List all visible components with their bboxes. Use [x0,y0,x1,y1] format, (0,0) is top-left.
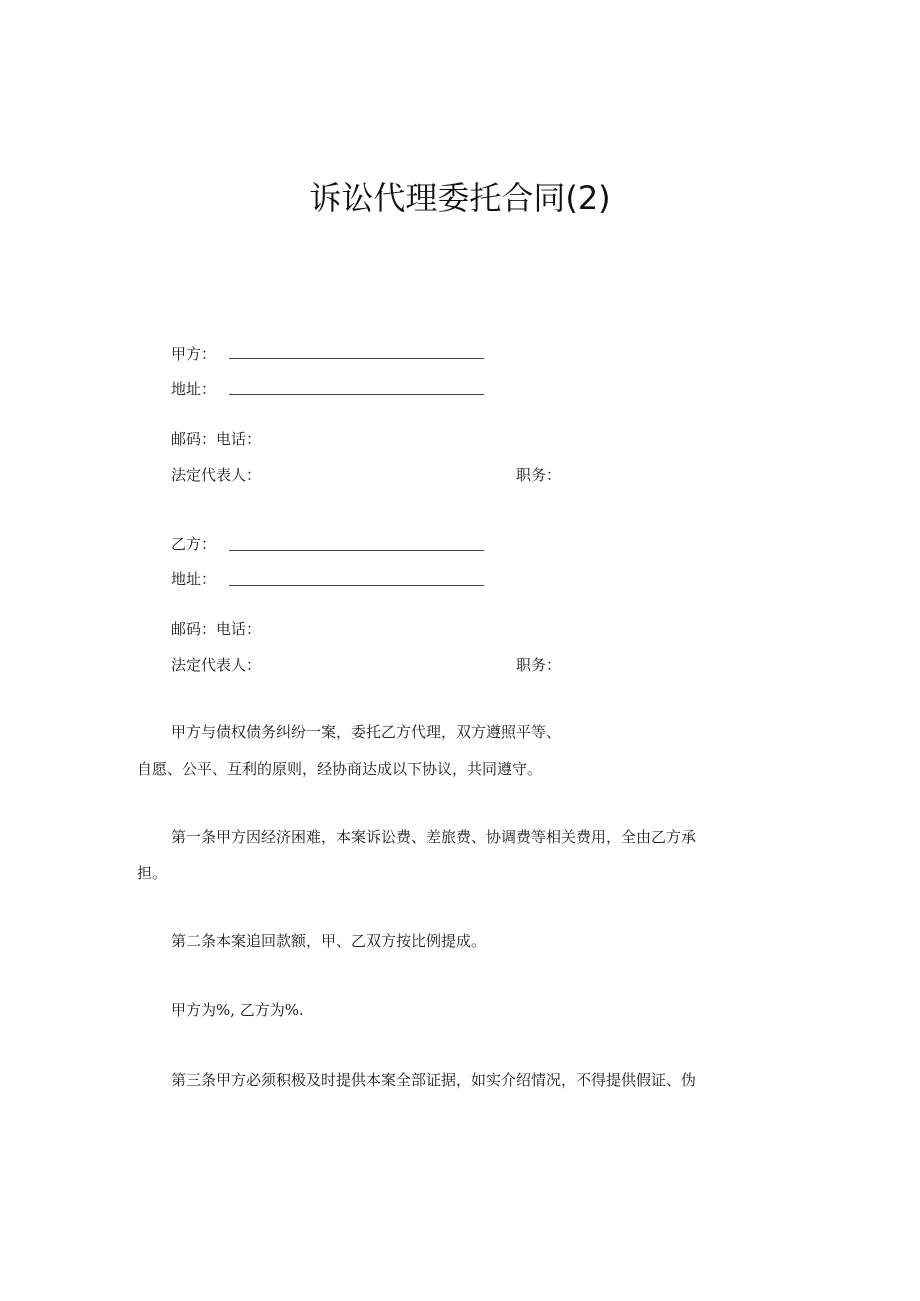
article-2: 第二条本案追回款额，甲、乙双方按比例提成。 [171,932,487,950]
commission-ratio: 甲方为%, 乙方为%. [171,1001,304,1019]
party-a-name-blank [229,358,484,359]
document-title: 诉讼代理委托合同(2) [309,179,611,217]
party-b-name-blank [229,550,484,551]
intro-paragraph-line1: 甲方与债权债务纠纷一案，委托乙方代理，双方遵照平等、 [171,723,562,741]
party-a-name-label: 甲方： [171,345,217,363]
party-a-postcode-phone-label: 邮码：电话： [171,430,262,448]
party-a-position-label: 职务： [516,466,562,484]
party-a-legal-rep-label: 法定代表人： [171,466,262,484]
party-b-position-label: 职务： [516,656,562,674]
party-b-address-label: 地址： [171,570,217,588]
article-1-line2: 担。 [137,864,168,882]
article-3-line1: 第三条甲方必须积极及时提供本案全部证据，如实介绍情况，不得提供假证、伪 [171,1071,697,1089]
party-b-address-blank [229,585,484,586]
party-a-address-label: 地址： [171,380,217,398]
party-b-name-label: 乙方： [171,535,217,553]
article-1-line1: 第一条甲方因经济困难，本案诉讼费、差旅费、协调费等相关费用，全由乙方承 [171,828,697,846]
party-b-legal-rep-label: 法定代表人： [171,656,262,674]
intro-paragraph-line2: 自愿、公平、互利的原则，经协商达成以下协议，共同遵守。 [137,760,543,778]
party-b-postcode-phone-label: 邮码：电话： [171,620,262,638]
party-a-address-blank [229,394,484,395]
